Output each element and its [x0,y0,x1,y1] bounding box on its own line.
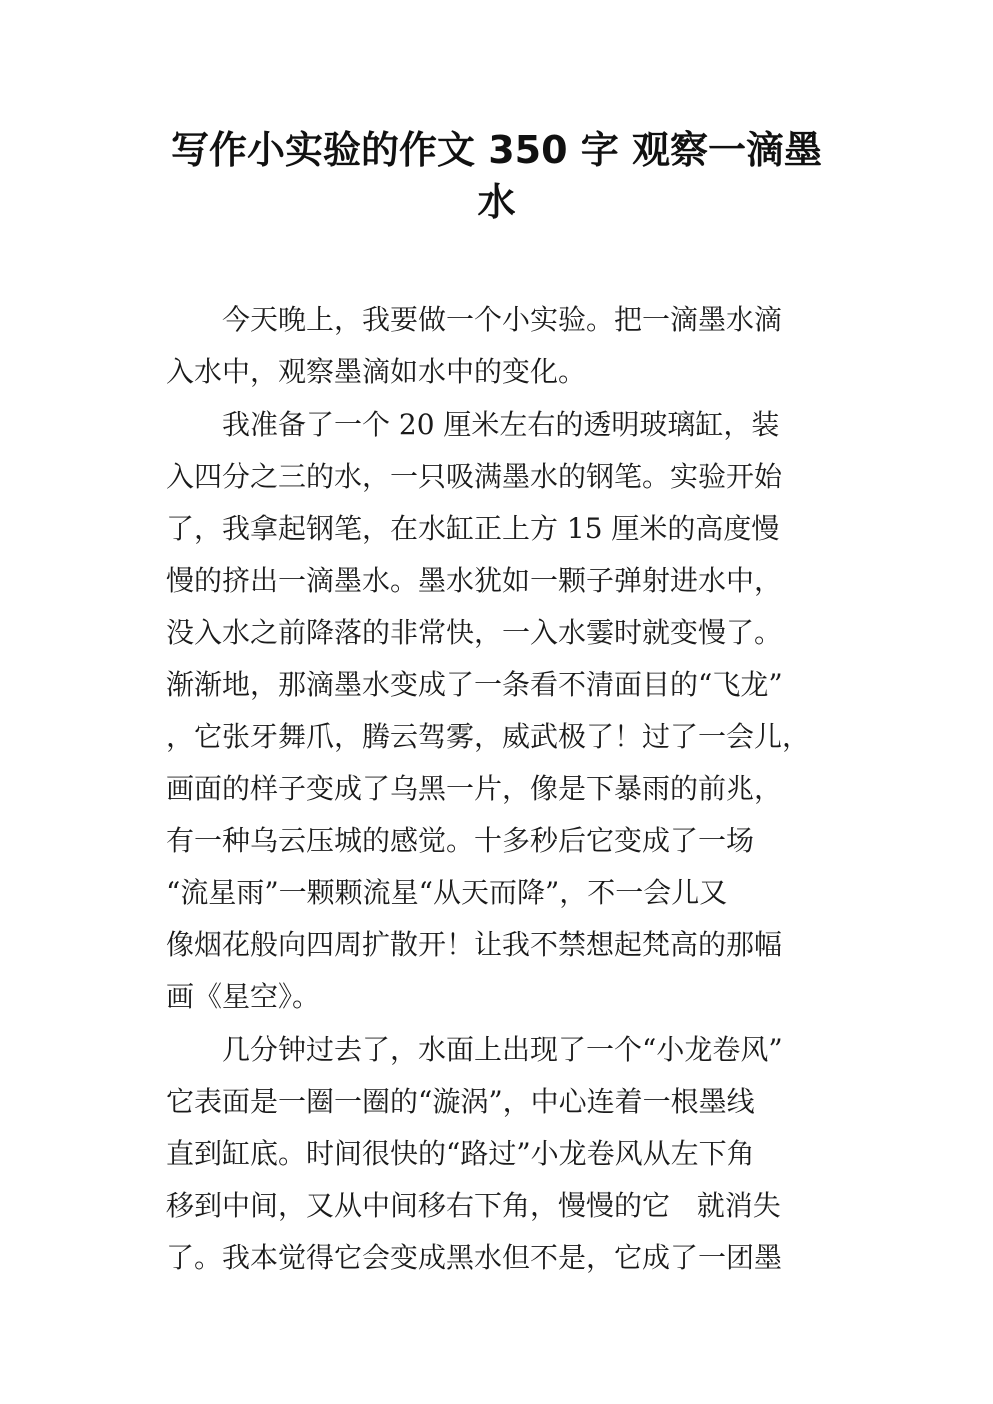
title-line-2: 水 [477,180,516,224]
paragraph-2-line: 了，我拿起钢笔，在水缸正上方 15 厘米的高度慢 [166,512,780,545]
paragraph-2-line: 渐渐地，那滴墨水变成了一条看不清面目的“飞龙” [166,668,783,701]
paragraph-1-line: 入水中，观察墨滴如水中的变化。 [166,355,587,388]
paragraph-2-line: 慢的挤出一滴墨水。墨水犹如一颗子弹射进水中， [166,564,783,597]
paragraph-2-line: 我准备了一个 20 厘米左右的透明玻璃缸，装 [222,408,780,441]
paragraph-2-line: ，它张牙舞爪，腾云驾雾，威武极了！过了一会儿， [166,720,811,753]
title-line-1: 写作小实验的作文 350 字 观察一滴墨 [170,128,822,172]
paragraph-3-line: 了。我本觉得它会变成黑水但不是，它成了一团墨 [166,1241,783,1274]
paragraph-2-line: 没入水之前降落的非常快，一入水霎时就变慢了。 [166,616,783,649]
paragraph-2-line: 有一种乌云压城的感觉。十多秒后它变成了一场 [166,824,755,857]
paragraph-3-line: 它表面是一圈一圈的“漩涡”，中心连着一根墨线 [166,1085,755,1118]
paragraph-2-line: 入四分之三的水，一只吸满墨水的钢笔。实验开始 [166,460,783,493]
paragraph-2-line: 画《星空》。 [166,980,321,1013]
paragraph-1-line: 今天晚上，我要做一个小实验。把一滴墨水滴 [222,303,783,336]
paragraph-3-line: 直到缸底。时间很快的“路过”小龙卷风从左下角 [166,1137,755,1170]
paragraph-2-line: 像烟花般向四周扩散开！让我不禁想起梵高的那幅 [166,928,783,961]
paragraph-2-line: 画面的样子变成了乌黑一片，像是下暴雨的前兆， [166,772,783,805]
paragraph-3-line: 几分钟过去了，水面上出现了一个“小龙卷风” [222,1033,783,1066]
paragraph-3-line: 移到中间，又从中间移右下角，慢慢的它 就消失 [166,1189,781,1222]
paragraph-2-line: “流星雨”一颗颗流星“从天而降”，不一会儿又 [166,876,728,909]
